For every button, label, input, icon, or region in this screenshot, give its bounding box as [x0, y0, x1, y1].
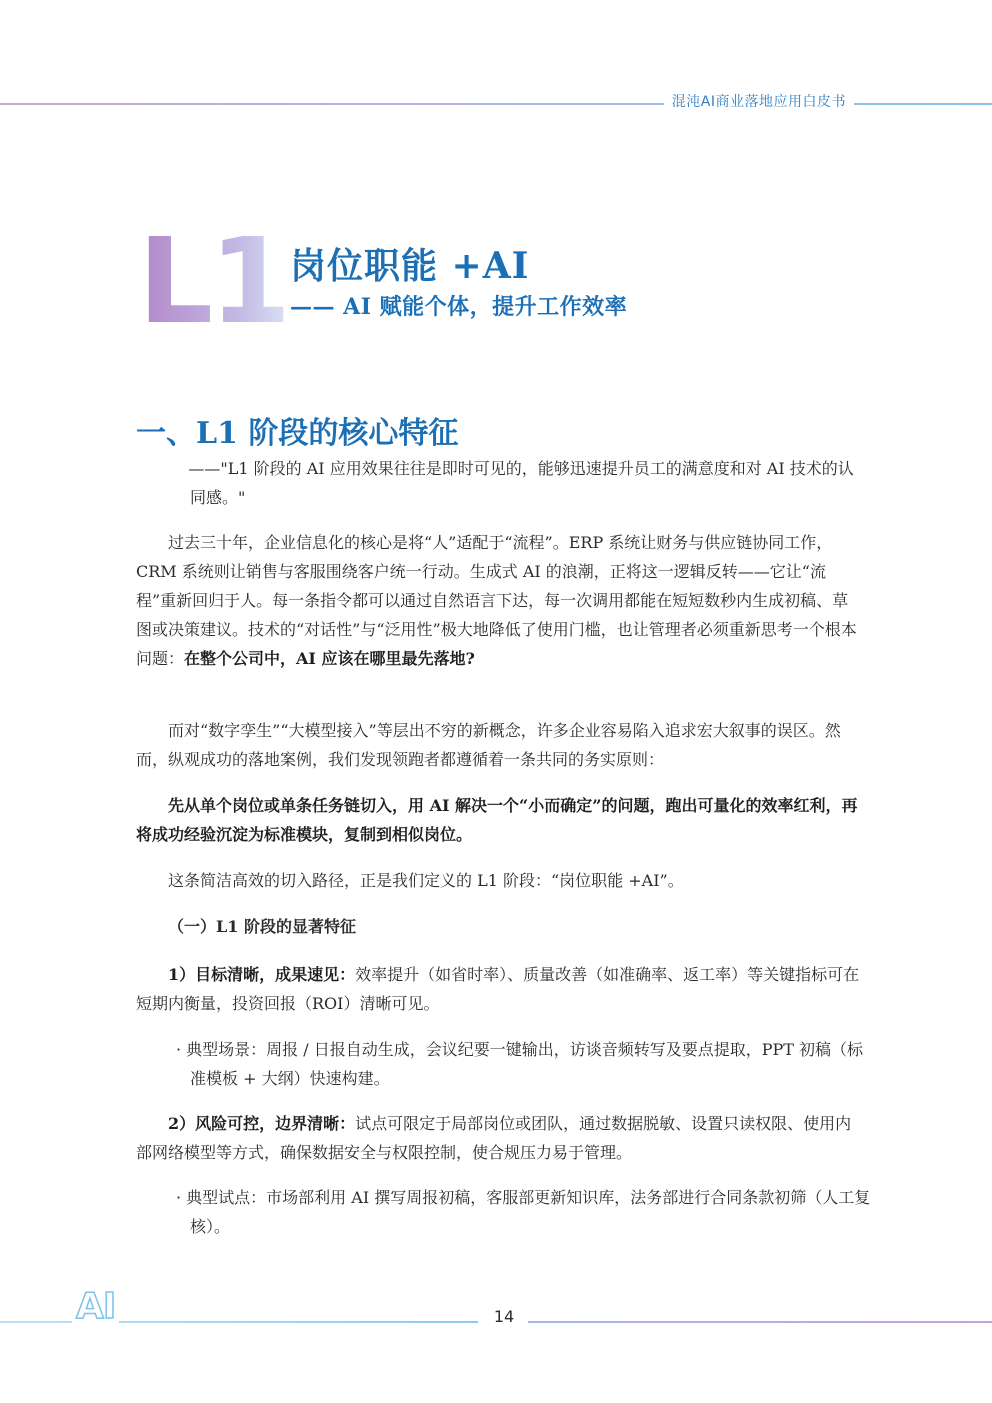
- feature-1-text: 效率提升（如省时率）、质量改善（如准确率、返工率）等关键指标可在短期内衡量，投资回报（ROI）清晰可见。: [136, 965, 860, 1013]
- paragraph-1: [136, 528, 860, 673]
- paragraph-2: 而对“数字孪生”“大模型接入”等层出不穷的新概念，许多企业容易陷入追求宏大叙事的误区。然而，纵观成功的落地案例，我们发现领跑者都遵循着一条共同的务实原则：: [136, 721, 841, 769]
- section-quote: ——"L1 阶段的 AI 应用效果往往是即时可见的，能够迅速提升员工的满意度和对 AI 技术的认同感。": [188, 459, 854, 507]
- paragraph-1-bold: 在整个公司中，AI 应该在哪里最先落地?: [184, 649, 475, 668]
- feature-1: [136, 960, 860, 1018]
- running-header-title: 混沌AI商业落地应用白皮书: [664, 91, 854, 111]
- chapter-mark: L1: [138, 212, 288, 350]
- feature-2: [136, 1109, 860, 1167]
- paragraph-1-text: 过去三十年，企业信息化的核心是将“人”适配于“流程”。ERP 系统让财务与供应链协同工作，CRM 系统则让销售与客服围绕客户统一行动。生成式 AI 的浪潮，正将这一逻辑反转——它让“流程”重新回归于人。每一条指令都可以通过自然语言下达，每一次调用都能在短短数秒内生成初稿、草图或决策建议。技术的“对话性”与“泛用性”极大地降低了使用门槛，也让管理者必须重新思考一个根本问题：: [136, 533, 857, 668]
- feature-2-bullet: · 典型试点：市场部利用 AI 撰写周报初稿，客服部更新知识库，法务部进行合同条款初筛（人工复核）。: [176, 1188, 871, 1236]
- feature-1-bullet: · 典型场景：周报 / 日报自动生成，会议纪要一键输出，访谈音频转写及要点提取，PPT 初稿（标准模板 + 大纲）快速构建。: [176, 1040, 864, 1088]
- chapter-subtitle: —— AI 赋能个体，提升工作效率: [290, 294, 628, 320]
- footer-divider-right: [528, 1321, 992, 1323]
- feature-2-text: 试点可限定于局部岗位或团队，通过数据脱敏、设置只读权限、使用内部网络模型等方式，确保数据安全与权限控制，使合规压力易于管理。: [136, 1114, 852, 1162]
- section-title: 一、L1 阶段的核心特征: [136, 416, 459, 451]
- page-number: 14: [493, 1307, 515, 1326]
- chapter-title: 岗位职能 +AI: [290, 245, 530, 287]
- subsection-title: （一）L1 阶段的显著特征: [168, 917, 356, 936]
- paragraph-3-bold-text: 先从单个岗位或单条任务链切入，用 AI 解决一个“小而确定”的问题，跑出可量化的效率红利，再将成功经验沉淀为标准模块，复制到相似岗位。: [136, 796, 858, 844]
- feature-2-label: 2）风险可控，边界清晰：: [168, 1114, 356, 1133]
- feature-1-label: 1）目标清晰，成果速见：: [168, 965, 356, 984]
- paragraph-3-bold: [136, 791, 860, 849]
- ai-logo-icon: AI: [72, 1286, 119, 1327]
- paragraph-4: 这条简洁高效的切入路径，正是我们定义的 L1 阶段：“岗位职能 +AI”。: [168, 871, 684, 890]
